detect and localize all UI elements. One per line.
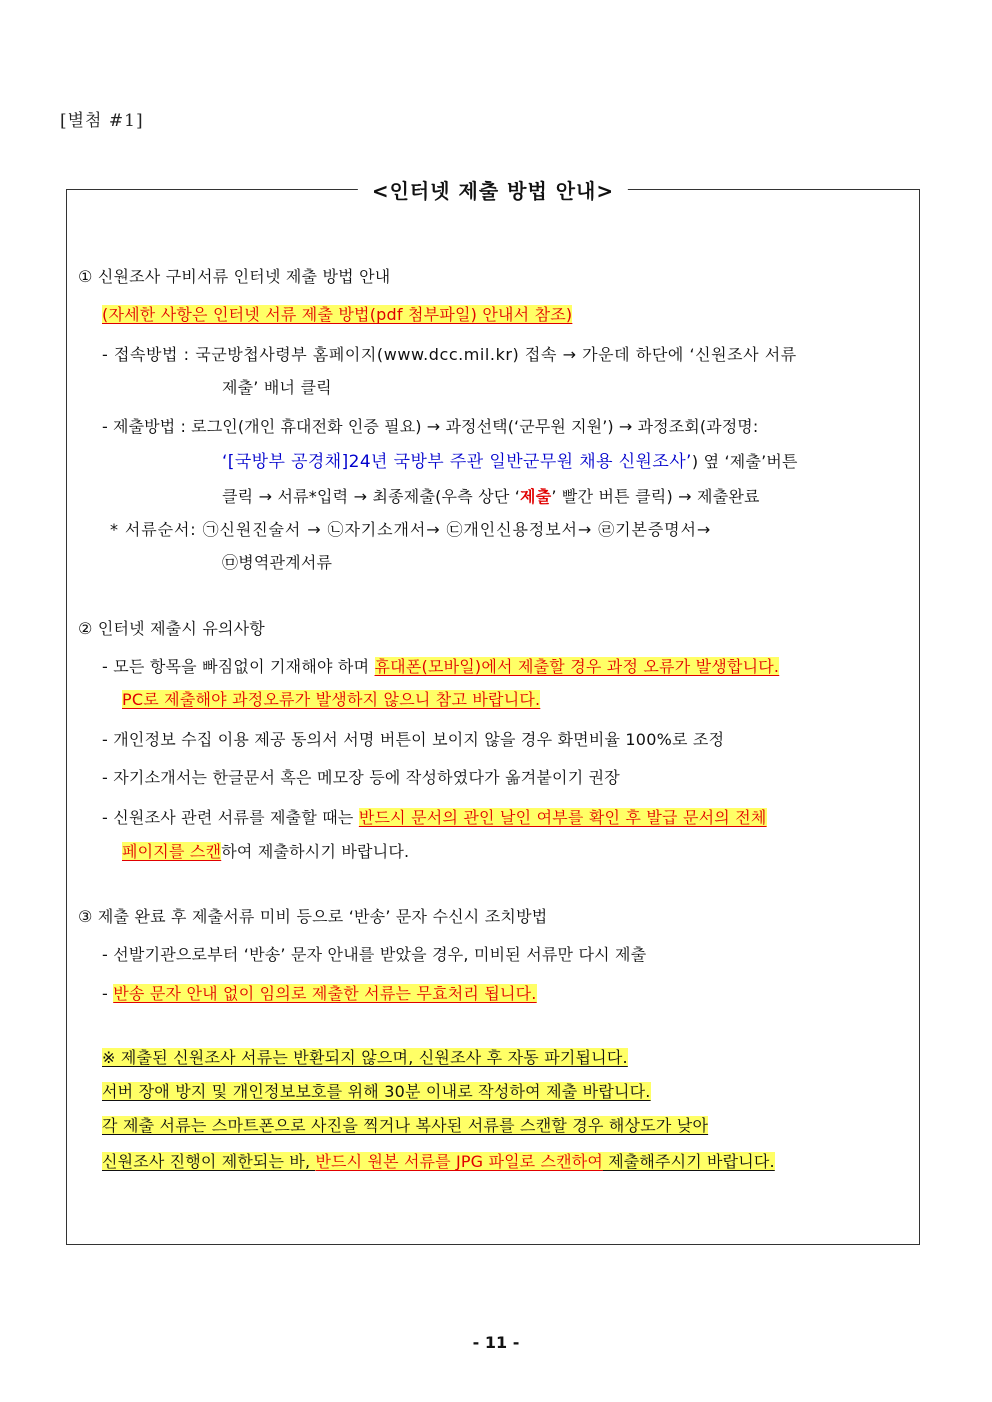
notice-line-3 [102, 1114, 708, 1138]
caution-1-highlight-2: PC로 제출해야 과정오류가 발생하지 않으니 참고 바랍니다. [122, 690, 541, 709]
submit-method-line-3-a: 클릭 → 서류*입력 → 최종제출(우측 상단 ‘ [222, 487, 521, 506]
submit-method-line-1: - 제출방법 : 로그인(개인 휴대전화 인증 필요) → 과정선택(‘군무원 지원’) → 과정조회(과정명: [102, 417, 759, 436]
course-name: ‘[국방부 공경채]24년 국방부 주관 일반군무원 채용 신원조사’ [222, 452, 692, 472]
box-title: <인터넷 제출 방법 안내> [358, 175, 628, 204]
submit-method-line-3-b: ’ 빨간 버튼 클릭) → 제출완료 [551, 487, 760, 506]
submit-method-line-2-rest: ) 옆 ‘제출’버튼 [691, 452, 798, 471]
caution-4-text: - 신원조사 관련 서류를 제출할 때는 [102, 808, 359, 827]
notice-line-1-text: ※ 제출된 신원조사 서류는 반환되지 않으며, 신원조사 후 자동 파기됩니다. [102, 1048, 628, 1067]
page-number: - 11 - [472, 1333, 520, 1352]
notice-line-3-text: 각 제출 서류는 스마트폰으로 사진을 찍거나 복사된 서류를 스캔할 경우 해상도가 낮아 [102, 1116, 709, 1135]
caution-4-line-1 [102, 806, 767, 830]
section-1-note [102, 303, 572, 327]
notice-line-2 [102, 1080, 651, 1104]
caution-4-rest: 하여 제출하시기 바랍니다. [221, 842, 410, 861]
caution-2: - 개인정보 수집 이용 제공 동의서 서명 버튼이 보이지 않을 경우 화면비율 100%로 조정 [102, 730, 725, 749]
notice-line-4-highlight: 반드시 원본 서류를 JPG 파일로 스캔하여 [315, 1152, 603, 1171]
return-action-1: - 선발기관으로부터 ‘반송’ 문자 안내를 받았을 경우, 미비된 서류만 다시 제출 [102, 945, 647, 964]
section-1-heading: ① 신원조사 구비서류 인터넷 제출 방법 안내 [78, 267, 391, 286]
caution-4-highlight-2: 페이지를 스캔 [122, 842, 222, 861]
caution-4-line-2 [122, 840, 409, 864]
notice-line-1 [102, 1046, 628, 1070]
notice-line-4-b: 제출해주시기 바랍니다. [602, 1152, 775, 1171]
submit-method-line-2 [222, 450, 798, 474]
caution-3: - 자기소개서는 한글문서 혹은 메모장 등에 작성하였다가 옮겨붙이기 권장 [102, 768, 620, 787]
submit-button-label: 제출 [520, 487, 552, 506]
notice-line-4 [102, 1150, 775, 1174]
caution-1-text: - 모든 항목을 빠짐없이 기재해야 하며 [102, 657, 375, 676]
return-action-2 [102, 982, 537, 1006]
document-order-line-2: ㉤병역관계서류 [222, 553, 333, 572]
document-order-line-1: * 서류순서: ㉠신원진술서 → ㉡자기소개서→ ㉢개인신용정보서→ ㉣기본증명서→ [110, 520, 712, 539]
section-3-heading: ③ 제출 완료 후 제출서류 미비 등으로 ‘반송’ 문자 수신시 조치방법 [78, 907, 548, 926]
section-2-heading: ② 인터넷 제출시 유의사항 [78, 619, 265, 638]
notice-line-2-text: 서버 장애 방지 및 개인정보보호를 위해 30분 이내로 작성하여 제출 바랍니다. [102, 1082, 651, 1101]
section-1-note-text: (자세한 사항은 인터넷 서류 제출 방법(pdf 첨부파일) 안내서 참조) [102, 305, 573, 324]
caution-1-highlight: 휴대폰(모바일)에서 제출할 경우 과정 오류가 발생합니다. [374, 657, 780, 676]
attachment-label: [별첨 #1] [60, 111, 144, 131]
access-method-line-2: 제출’ 배너 클릭 [222, 378, 332, 397]
notice-line-4-a: 신원조사 진행이 제한되는 바, [102, 1152, 316, 1171]
return-action-2-dash: - [102, 984, 114, 1003]
caution-4-highlight: 반드시 문서의 관인 날인 여부를 확인 후 발급 문서의 전체 [358, 808, 767, 827]
caution-1-line-1 [102, 655, 779, 679]
submit-method-line-3 [222, 485, 760, 509]
return-action-2-highlight: 반송 문자 안내 없이 임의로 제출한 서류는 무효처리 됩니다. [113, 984, 537, 1003]
caution-1-line-2 [122, 688, 540, 712]
access-method-line-1: - 접속방법 : 국군방첩사령부 홈페이지(www.dcc.mil.kr) 접속 → 가운데 하단에 ‘신원조사 서류 [102, 345, 797, 364]
